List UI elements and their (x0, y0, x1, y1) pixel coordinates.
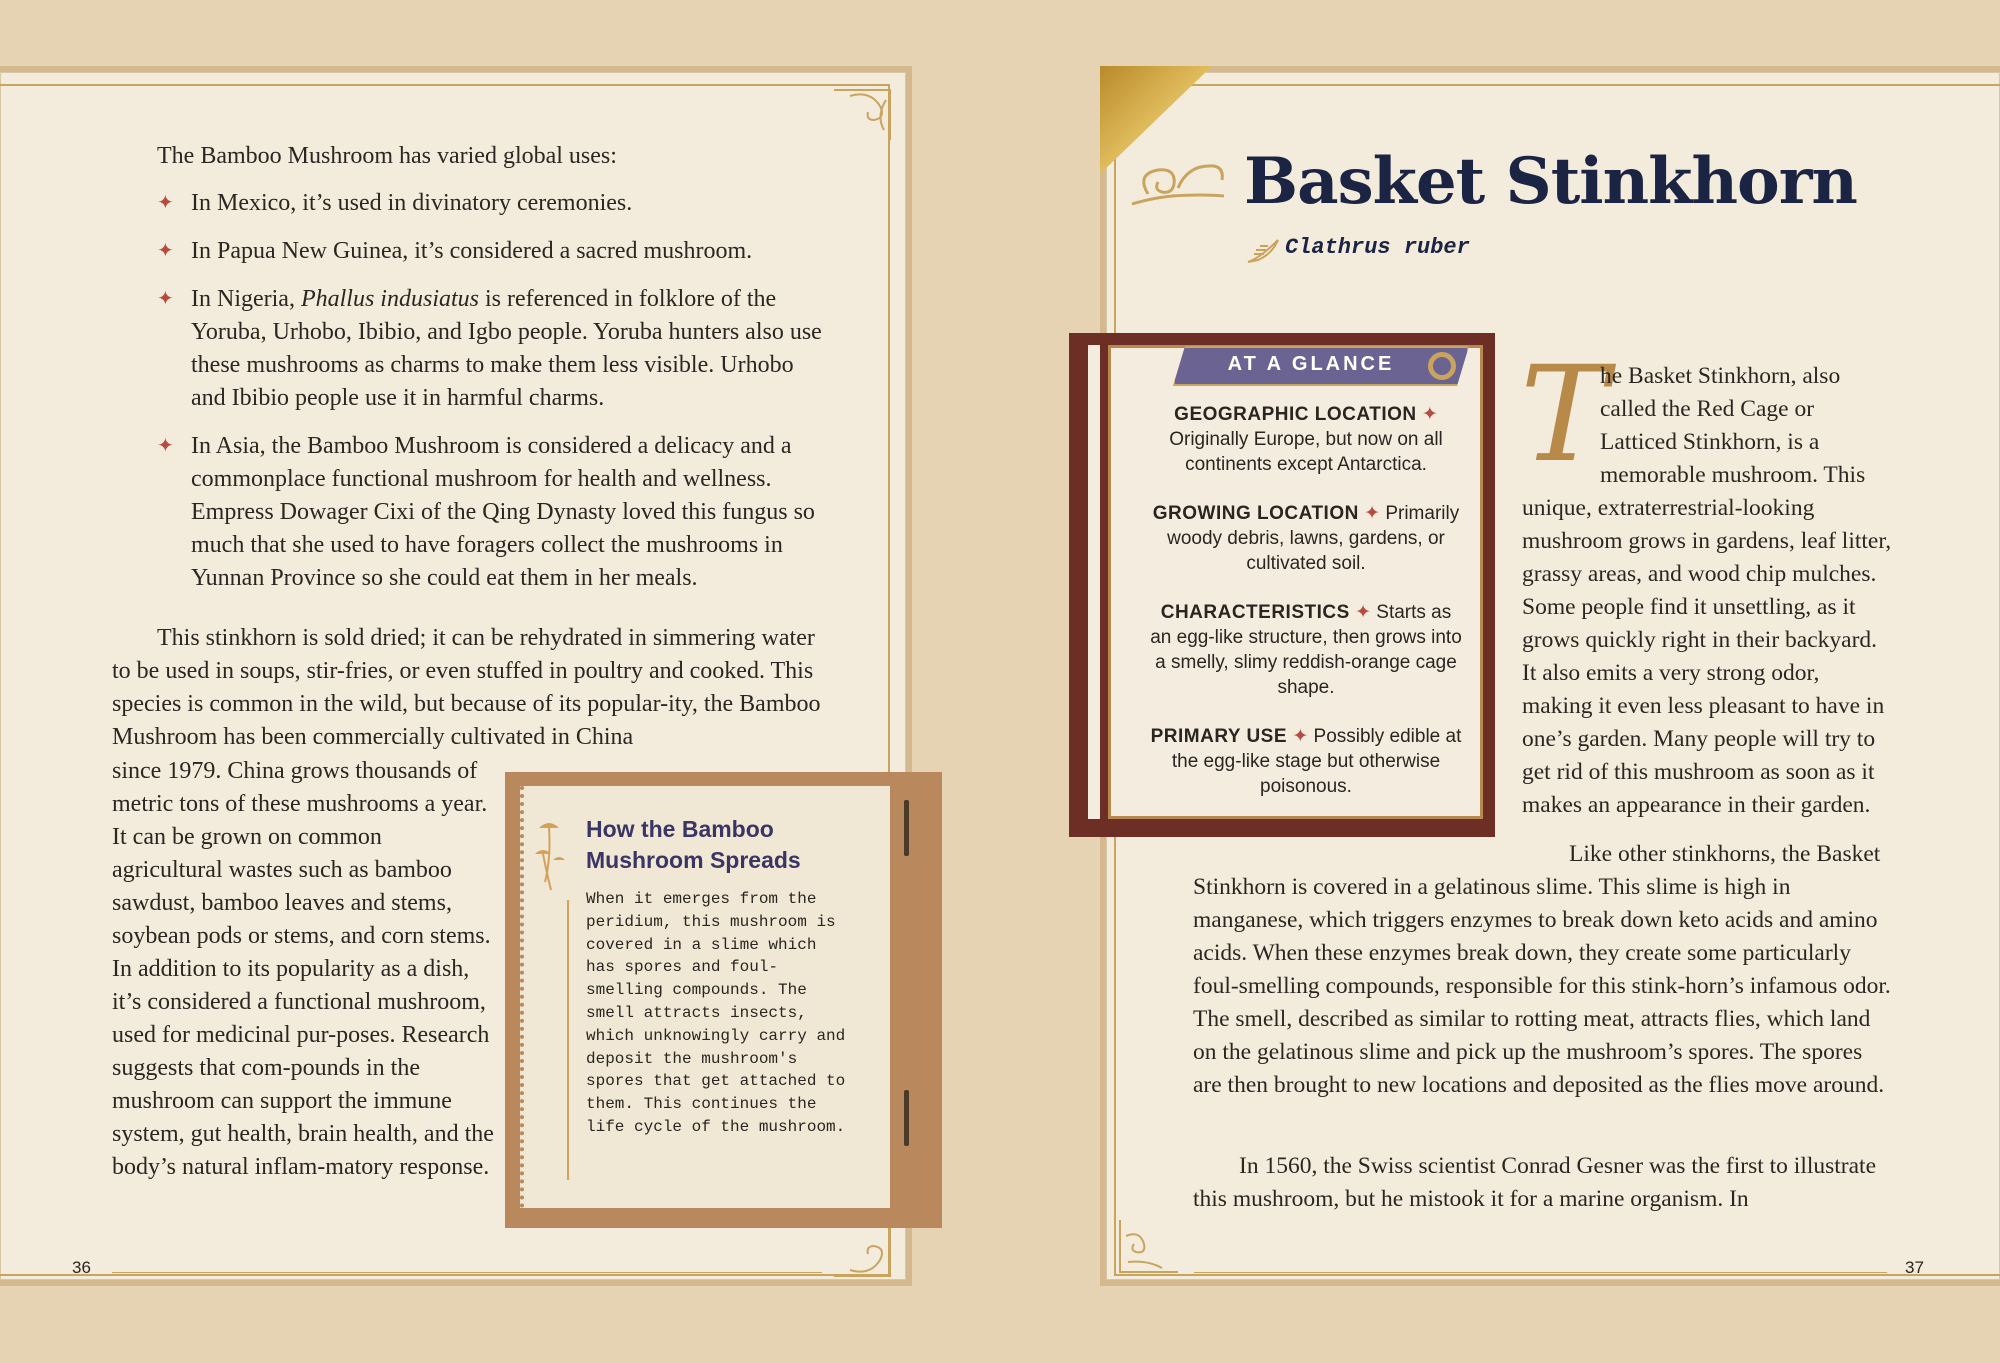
paragraph: This stinkhorn is sold dried; it can be rehydrated in simmering water to be used in soups, stir-fries, or even stuffed in poultry and cooked. This species is common in the wild, but because of its popular-ity, the Bamboo Mushroom has been commercially cultivated in China (112, 625, 821, 750)
page-number-left: 36 (72, 1258, 91, 1277)
list-item (157, 283, 822, 415)
bullet-text: In Mexico, it’s used in divinatory ceremonies. (191, 190, 633, 216)
list-item (157, 430, 822, 595)
glance-key: PRIMARY USE (1150, 726, 1288, 747)
diamond-bullet-icon: ✦ (157, 288, 174, 310)
corner-flourish-icon (830, 1222, 896, 1280)
bullet-list (157, 187, 822, 610)
glance-item (1150, 501, 1462, 576)
sidebar-notch (904, 800, 909, 856)
glance-key: GEOGRAPHIC LOCATION (1174, 404, 1417, 425)
paragraph: T he Basket Stinkhorn, also called the Red Cage or Latticed Stinkhorn, is a memorable mushroom. This unique, extraterrestrial-looking mushroom grows in gardens, leaf litter, grassy areas, and wood chip mulches. Some people find it unsettling, as it grows quickly right in their backyard. It also emits a very strong odor, making it even less pleasant to have in one’s garden. Many people will try to get rid of this mushroom as soon as it makes an appearance in their garden. (1520, 338, 1892, 818)
corner-flourish-icon (1116, 1216, 1182, 1276)
sidebar-notch (904, 1090, 909, 1146)
footer-rule (112, 1272, 822, 1273)
glance-value: Possibly edible at the egg-like stage but otherwise poisonous. (1171, 726, 1462, 797)
glance-value: Primarily woody debris, lawns, gardens, or cultivated soil. (1167, 503, 1460, 574)
bullet-text: In Papua New Guinea, it’s considered a sacred mushroom. (191, 238, 753, 264)
list-item (157, 187, 822, 220)
scientific-name: Clathrus ruber (1285, 235, 1470, 260)
glance-key: CHARACTERISTICS (1160, 602, 1350, 623)
diamond-bullet-icon: ✦ (157, 240, 174, 262)
drop-cap: T (1520, 338, 1609, 492)
glance-item (1150, 600, 1462, 700)
glance-value: Originally Europe, but now on all continents except Antarctica. (1169, 429, 1443, 475)
bullet-text: is referenced in folklore of the Yoruba, Urhobo, Ibibio, and Igbo people. Yoruba hunters also use these mushrooms as charms to make them less visible. Urhobo and Ibibio people use it in harmful charms. (191, 286, 822, 411)
corner-flourish-icon (830, 86, 896, 144)
bullet-text: In Asia, the Bamboo Mushroom is considered a delicacy and a commonplace functional mushroom for health and wellness. Empress Dowager Cixi of the Qing Dynasty loved this fungus so much that she used to have foragers collect the mushrooms in Yunnan Province so she could eat them in her meals. (191, 433, 815, 591)
list-item (157, 235, 822, 268)
page-title: Basket Stinkhorn (1244, 144, 1857, 219)
sidebar-body: When it emerges from the peridium, this mushroom is covered in a slime which has spores and foul-smelling compounds. The smell attracts insects, which unknowingly carry and deposit the mushroom's spores that get attached to them. This continues the life cycle of the mushroom. (586, 890, 846, 1136)
diamond-bullet-icon: ✦ (157, 435, 174, 457)
mushroom-icon (533, 818, 569, 910)
footer-rule (1194, 1272, 1887, 1273)
diamond-icon: ✦ (1421, 404, 1438, 425)
diamond-icon: ✦ (1355, 602, 1371, 623)
title-swirl-icon (1128, 158, 1228, 212)
glance-key: GROWING LOCATION (1152, 503, 1359, 524)
bullet-text: In Nigeria, (191, 286, 301, 312)
intro-text: The Bamboo Mushroom has varied global uses: (157, 143, 617, 169)
sidebar-divider (567, 900, 569, 1180)
glance-value: Starts as an egg-like structure, then grows into a smelly, slimy reddish-orange cage shape. (1150, 602, 1462, 698)
glance-item (1150, 402, 1462, 477)
paragraph: Like other stinkhorns, the Basket Stinkhorn is covered in a gelatinous slime. This slime is high in manganese, which triggers enzymes to break down keto acids and amino acids. When these enzymes break down, they create some particularly foul-smelling compounds, responsible for this stink-horn’s infamous odor. The smell, described as similar to rotting meat, attracts flies, which land on the gelatinous slime and pick up the mushroom’s spores. The spores are then brought to new locations and deposited as the flies move around. (1193, 841, 1891, 1098)
glance-header-text: AT A GLANCE (1227, 353, 1395, 375)
ring-icon (1428, 352, 1456, 380)
glance-list (1150, 402, 1462, 823)
sidebar-title: How the Bamboo Mushroom Spreads (586, 816, 801, 873)
glance-item (1150, 724, 1462, 799)
glance-stripe (1088, 345, 1100, 819)
diamond-bullet-icon: ✦ (157, 192, 174, 214)
feather-icon (1246, 236, 1280, 266)
species-name: Phallus indusiatus (300, 286, 479, 312)
page-number-right: 37 (1905, 1258, 1924, 1277)
paragraph: In 1560, the Swiss scientist Conrad Gesner was the first to illustrate this mushroom, but he mistook it for a marine organism. In (1193, 1153, 1877, 1212)
diamond-icon: ✦ (1292, 726, 1309, 747)
paragraph-continued: since 1979. China grows thousands of metric tons of these mushrooms a year. It can be grown on common agricultural wastes such as bamboo sawdust, bamboo leaves and stems, soybean pods or stems, and corn stems. In addition to its popularity as a dish, it’s considered a functional mushroom, used for medicinal pur-poses. Research suggests that com-pounds in the mushroom can support the immune system, gut health, brain health, and the body’s natural inflam-matory response. (112, 758, 494, 1180)
diamond-icon: ✦ (1364, 503, 1381, 524)
